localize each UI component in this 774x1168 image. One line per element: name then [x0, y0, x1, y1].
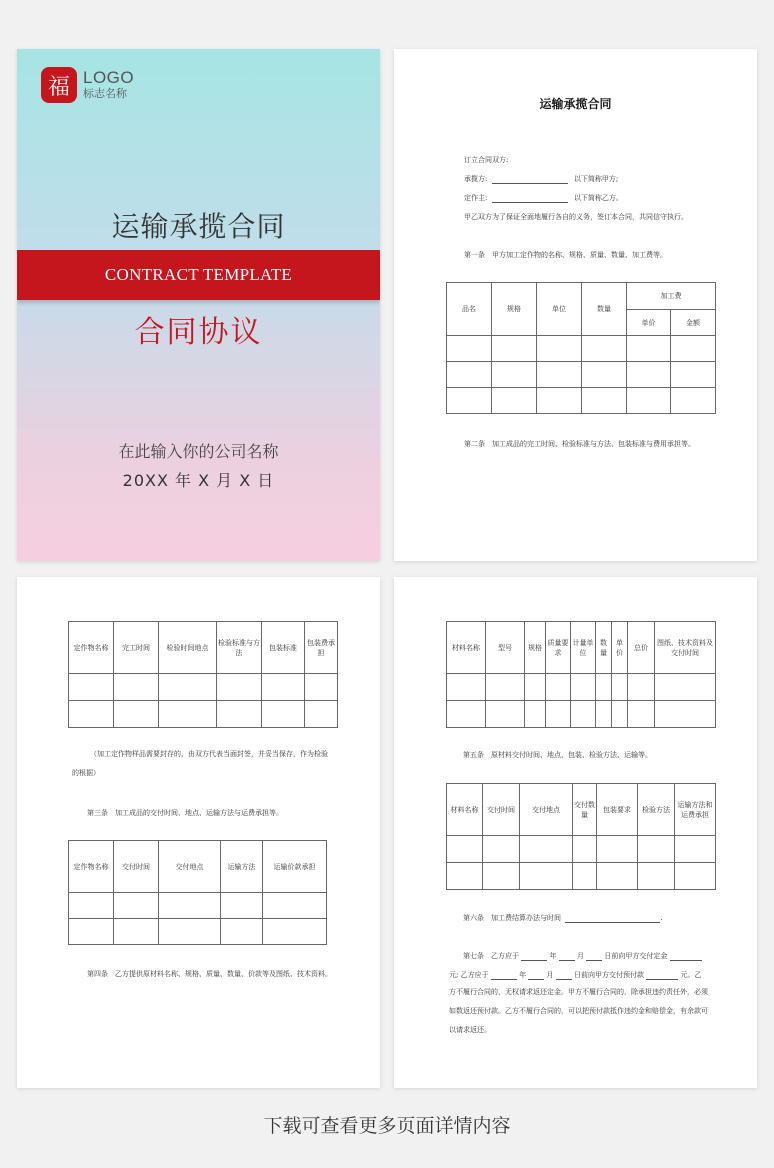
article-7-text: 日前向甲方交付预付款 — [574, 971, 644, 979]
contract-page-3 — [394, 577, 757, 1088]
table-2-header: 包装标准 — [262, 622, 305, 674]
logo-badge-icon: 福 — [41, 67, 77, 103]
table-4-header: 规格 — [525, 622, 546, 674]
table-1-header: 规格 — [492, 283, 537, 336]
table-2-header: 检验时间地点 — [159, 622, 217, 674]
article-5: 第五条 原材料交付时间、地点、包装、检验方法、运输等。 — [463, 751, 652, 759]
article-7-text: 年 — [549, 952, 557, 960]
table-row — [69, 674, 338, 701]
table-row — [447, 674, 716, 701]
party-b-label: 定作主: — [464, 194, 488, 202]
table-3-header: 运输价款承担 — [263, 841, 327, 893]
contract-page-1 — [394, 49, 757, 561]
blank — [670, 953, 702, 961]
table-1-header: 单位 — [537, 283, 582, 336]
table-row — [447, 836, 716, 863]
party-b-suffix: 以下简称乙方。 — [573, 194, 623, 202]
article-3: 第三条 加工成品的交付时间、地点、运输方法与运费承担等。 — [87, 809, 283, 817]
table-row — [69, 701, 338, 728]
table-5-header: 检验方法 — [638, 784, 675, 836]
article-6: 第六条 加工费结算办法与时间 . — [463, 914, 663, 922]
table-1-header: 数量 — [582, 283, 627, 336]
table-1-subheader: 单价 — [627, 310, 671, 336]
table-1-subheader: 金额 — [671, 310, 716, 336]
party-a-suffix: 以下简称甲方; — [573, 175, 619, 183]
blank — [646, 972, 678, 980]
cover-band: CONTRACT TEMPLATE — [17, 250, 380, 300]
party-a-label: 承揽方: — [464, 175, 488, 183]
table-5-header: 包装要求 — [597, 784, 638, 836]
table-4-header: 型号 — [486, 622, 525, 674]
table-3-header: 交付时间 — [114, 841, 159, 893]
agreement-text: 甲乙双方为了保证全面地履行各自的义务，签订本合同，共同信守执行。 — [464, 213, 688, 221]
table-2-header: 包装费承担 — [305, 622, 338, 674]
table-4-header: 单价 — [612, 622, 628, 674]
article-7-text: 年 — [519, 971, 527, 979]
table-row — [447, 863, 716, 890]
table-2-header: 定作物名称 — [69, 622, 114, 674]
article-4: 第四条 乙方提供原材料名称、规格、质量、数量、价款等及图纸、技术资料。 — [87, 970, 332, 978]
table-3-header: 运输方法 — [221, 841, 263, 893]
logo-text: LOGO — [83, 68, 135, 87]
article-7-text: 元; 乙方应于 — [449, 971, 489, 979]
party-b-blank — [492, 195, 568, 203]
footer-text: 下载可查看更多页面详情内容 — [263, 1115, 511, 1137]
table-4 — [446, 621, 716, 728]
table-1-header: 加工费 — [627, 283, 716, 310]
table-5-header: 运输方法和运费承担 — [675, 784, 716, 836]
article-7-text: 日前向甲方交付定金 — [604, 952, 668, 960]
article-6-text: 第六条 加工费结算办法与时间 — [463, 914, 561, 922]
parties-intro: 订立合同双方: — [464, 156, 509, 164]
article-7-line-2 — [449, 970, 701, 980]
blank — [586, 953, 602, 961]
party-b-line — [464, 193, 623, 203]
table-row — [69, 893, 327, 919]
table-5-header: 材料名称 — [447, 784, 483, 836]
table-row — [447, 701, 716, 728]
table-4-header: 总价 — [628, 622, 655, 674]
article-6-blank — [565, 915, 660, 923]
article-7-text: 月 — [546, 971, 554, 979]
article-1: 第一条 甲方加工定作物的名称、规格、质量、数量、加工费等。 — [464, 251, 667, 259]
table-1 — [446, 282, 716, 414]
table-2-header: 完工时间 — [114, 622, 159, 674]
table-1-header: 品名 — [447, 283, 492, 336]
table-4-header: 数量 — [596, 622, 612, 674]
cover-date: 20XX 年 X 月 X 日 — [122, 471, 275, 490]
cover-page — [17, 49, 380, 561]
table-2 — [68, 621, 338, 728]
table-3 — [68, 840, 327, 945]
article-2: 第二条 加工成品的完工时间、检验标准与方法、包装标准与费用承担等。 — [464, 440, 695, 448]
article-7-text: 元。乙 — [680, 971, 702, 979]
cover-company: 在此输入你的公司名称 — [118, 442, 279, 461]
table-4-header: 材料名称 — [447, 622, 486, 674]
table-4-header: 质量要求 — [546, 622, 571, 674]
contract-page-2 — [17, 577, 380, 1088]
table-4-header: 图纸、技术资料及交付时间 — [655, 622, 716, 674]
logo — [41, 67, 134, 103]
blank — [559, 953, 575, 961]
party-a-blank — [492, 176, 568, 184]
logo-subtext: 标志名称 — [83, 87, 127, 100]
article-7-text: 第七条 乙方应于 — [463, 952, 519, 960]
doc-title: 运输承揽合同 — [539, 97, 612, 111]
sample-note: （加工定作物样品需要封存的，由双方代表当面封签，并妥当保存，作为检验的根据） — [72, 750, 328, 777]
table-4-header: 计量单位 — [571, 622, 596, 674]
blank — [491, 972, 517, 980]
article-7-text: 月 — [576, 952, 584, 960]
table-row — [447, 362, 716, 388]
blank — [521, 953, 547, 961]
table-3-header: 定作物名称 — [69, 841, 114, 893]
table-5 — [446, 783, 716, 890]
table-5-header: 交付时间 — [483, 784, 520, 836]
article-7-rest: 方不履行合同的，无权请求返还定金。甲方不履行合同的，除承担违约责任外，必须如数返还预付款。乙方不履行合同的，可以把预付款抵作违约金和赔偿金，有余款可以请求返还。 — [449, 988, 708, 1034]
table-2-header: 检验标准与方法 — [217, 622, 262, 674]
table-row — [69, 919, 327, 945]
party-a-line — [464, 174, 618, 184]
table-3-header: 交付地点 — [159, 841, 221, 893]
table-5-header: 交付数量 — [573, 784, 597, 836]
blank — [528, 972, 544, 980]
table-row — [447, 336, 716, 362]
article-7-line-1 — [463, 951, 702, 961]
table-row — [447, 388, 716, 414]
cover-title: 运输承揽合同 — [111, 210, 286, 243]
table-5-header: 交付地点 — [520, 784, 573, 836]
blank — [556, 972, 572, 980]
cover-subtitle: 合同协议 — [134, 315, 263, 350]
